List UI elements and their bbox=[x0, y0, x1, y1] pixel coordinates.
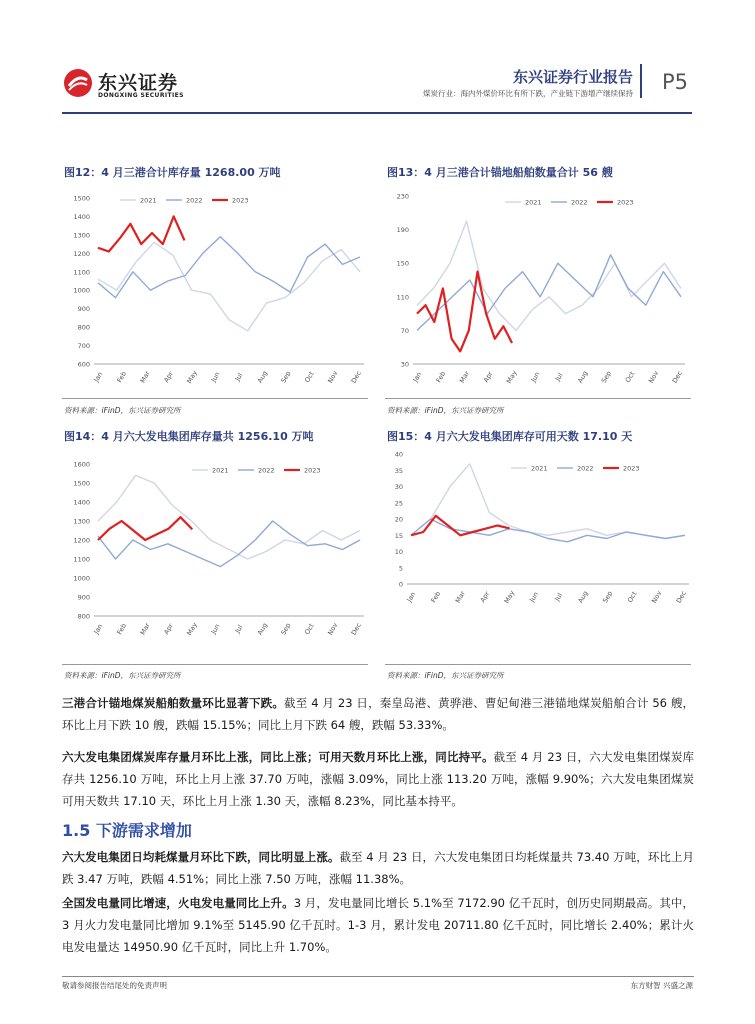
legend-label: 2021 bbox=[525, 198, 542, 207]
chart-14-source: 资料来源：iFinD，东兴证券研究所 bbox=[64, 671, 181, 680]
x-tick-label: Jan bbox=[405, 590, 418, 604]
footer-slogan: 东方财智 兴盛之源 bbox=[630, 981, 693, 990]
series-line-2021 bbox=[98, 242, 360, 330]
legend-label: 2021 bbox=[140, 196, 157, 205]
chart-13-source: 资料来源：iFinD，东兴证券研究所 bbox=[387, 406, 504, 415]
x-tick-label: Oct bbox=[303, 622, 316, 636]
y-tick-label: 35 bbox=[394, 466, 403, 475]
x-tick-label: Sep bbox=[279, 621, 293, 637]
y-tick-label: 1000 bbox=[73, 286, 90, 295]
x-tick-label: May bbox=[502, 589, 517, 605]
y-tick-label: 190 bbox=[396, 226, 409, 235]
y-tick-label: 10 bbox=[394, 548, 403, 556]
source-divider bbox=[62, 664, 368, 665]
y-tick-label: 20 bbox=[394, 515, 403, 524]
x-tick-label: Dec bbox=[349, 369, 363, 385]
x-tick-label: Mar bbox=[458, 369, 472, 385]
x-tick-label: Mar bbox=[138, 621, 152, 637]
x-tick-label: Aug bbox=[576, 589, 590, 605]
paragraph-anchorage: 三港合计锚地煤炭船舶数量环比显著下跌。截至 4 月 23 日，秦皇岛港、黄骅港、曹妃甸港三港锚地煤炭船舶合计 56 艘，环比上月下跌 10 艘，跌幅 15.15%；同比上月下跌 64 艘，跌幅 53.33%。 bbox=[62, 696, 694, 732]
y-tick-label: 600 bbox=[77, 360, 90, 369]
y-tick-label: 1100 bbox=[73, 555, 90, 564]
y-tick-label: 1200 bbox=[73, 249, 90, 258]
y-tick-label: 800 bbox=[77, 612, 90, 621]
x-tick-label: Jul bbox=[233, 623, 245, 635]
legend-label: 2021 bbox=[531, 464, 548, 473]
y-tick-label: 150 bbox=[396, 259, 409, 268]
legend-label: 2023 bbox=[623, 464, 640, 473]
y-tick-label: 110 bbox=[396, 293, 409, 302]
source-divider bbox=[62, 398, 368, 399]
x-tick-label: Oct bbox=[623, 370, 637, 384]
legend-label: 2023 bbox=[232, 196, 249, 205]
legend-label: 2022 bbox=[258, 466, 275, 475]
series-line-2021 bbox=[98, 475, 360, 559]
disclaimer-note: 敬请参阅报告结尾处的免责声明 bbox=[62, 981, 167, 990]
x-tick-label: Oct bbox=[625, 590, 639, 604]
x-tick-label: Oct bbox=[303, 370, 316, 384]
chart-12-source: 资料来源：iFinD，东兴证券研究所 bbox=[64, 406, 181, 415]
x-tick-label: Mar bbox=[453, 589, 467, 605]
x-tick-label: Jan bbox=[411, 370, 424, 384]
y-tick-label: 1300 bbox=[73, 517, 90, 526]
chart-15-source: 资料来源：iFinD，东兴证券研究所 bbox=[387, 671, 504, 680]
footer-rule bbox=[62, 976, 694, 977]
paragraph-inventory: 六大发电集团煤炭库存量月环比上涨，同比上涨；可用天数月环比上涨，同比持平。截至 4 月 23 日，六大发电集团煤炭库存共 1256.10 万吨，环比上月上涨 37.70 万吨，涨幅 3.09%，同比上涨 113.20 万吨，涨幅 9.90%；六大发电集团煤炭可用天数共 17.10 天，环比上月上涨 1.30 天，涨幅 8.23%，同比基本持平。 bbox=[62, 750, 694, 808]
x-tick-label: Jun bbox=[209, 370, 222, 384]
y-tick-label: 700 bbox=[77, 342, 90, 351]
legend-label: 2022 bbox=[577, 464, 594, 473]
x-tick-label: Jan bbox=[92, 622, 105, 636]
x-tick-label: Nov bbox=[646, 369, 661, 385]
header-rule bbox=[62, 112, 692, 114]
y-tick-label: 900 bbox=[77, 305, 90, 314]
x-tick-label: Feb bbox=[434, 370, 448, 384]
chart-13-title: 图13：4 月三港合计锚地船舶数量合计 56 艘 bbox=[387, 166, 613, 179]
x-tick-label: Feb bbox=[429, 590, 443, 604]
legend-label: 2022 bbox=[186, 196, 203, 205]
chart-15 bbox=[385, 448, 695, 658]
logo-text: 东兴证券 bbox=[98, 72, 179, 94]
y-tick-label: 15 bbox=[394, 531, 403, 540]
x-tick-label: Apr bbox=[481, 370, 495, 384]
x-tick-label: Feb bbox=[115, 622, 129, 636]
chart-14-title: 图14：4 月六大发电集团库存量共 1256.10 万吨 bbox=[64, 430, 314, 443]
y-tick-label: 5 bbox=[398, 564, 403, 573]
legend-label: 2022 bbox=[571, 198, 588, 207]
series-line-2022 bbox=[98, 521, 360, 567]
x-tick-label: Aug bbox=[255, 621, 270, 637]
chart-14 bbox=[62, 448, 372, 658]
x-tick-label: Jul bbox=[553, 371, 565, 383]
y-tick-label: 1100 bbox=[73, 268, 90, 277]
company-logo-icon bbox=[63, 68, 93, 98]
y-tick-label: 1400 bbox=[73, 212, 90, 221]
y-tick-label: 40 bbox=[394, 450, 403, 459]
x-tick-label: Apr bbox=[162, 370, 175, 384]
source-divider bbox=[385, 664, 691, 665]
x-tick-label: Jan bbox=[92, 370, 105, 384]
x-tick-label: Jul bbox=[233, 371, 245, 383]
x-tick-label: Apr bbox=[478, 590, 492, 604]
legend-label: 2023 bbox=[304, 466, 321, 475]
paragraph-power: 全国发电量同比增速，火电发电量同比上升。3 月，发电量同比增长 5.1%至 7172.90 亿千瓦时，创历史同期最高。其中，3 月火力发电量同比增加 9.1%至 5145.90 亿千瓦时。1-3 月，累计发电 20711.80 亿千瓦时，同比增长 2.40%；累计火电发电量达 14950.90 亿千瓦时，同比上升 1.70%。 bbox=[62, 896, 694, 954]
y-tick-label: 1000 bbox=[73, 574, 90, 583]
page-number: P5 bbox=[662, 70, 689, 94]
y-tick-label: 1400 bbox=[73, 498, 90, 507]
x-tick-label: Jun bbox=[527, 590, 540, 604]
y-tick-label: 1500 bbox=[73, 194, 90, 203]
report-subtitle: 煤炭行业：海内外煤价环比有所下跌，产业链下游增产继续保持 bbox=[423, 89, 633, 98]
series-line-2022 bbox=[411, 519, 685, 542]
chart-12 bbox=[62, 184, 372, 394]
series-line-2023 bbox=[98, 517, 192, 540]
chart-13 bbox=[385, 184, 695, 394]
y-tick-label: 230 bbox=[396, 192, 409, 201]
y-tick-label: 30 bbox=[400, 360, 409, 369]
legend-label: 2023 bbox=[617, 198, 634, 207]
x-tick-label: May bbox=[504, 369, 519, 385]
x-tick-label: Nov bbox=[326, 369, 340, 385]
x-tick-label: Aug bbox=[576, 369, 590, 385]
chart-15-title: 图15：4 月六大发电集团库存可用天数 17.10 天 bbox=[387, 430, 633, 443]
x-tick-label: Sep bbox=[599, 369, 613, 385]
y-tick-label: 800 bbox=[77, 323, 90, 332]
section-heading: 1.5 下游需求增加 bbox=[62, 821, 192, 840]
x-tick-label: Jun bbox=[209, 622, 222, 636]
x-tick-label: Jul bbox=[553, 591, 564, 603]
legend-label: 2021 bbox=[212, 466, 229, 475]
y-tick-label: 1500 bbox=[73, 479, 90, 488]
x-tick-label: Aug bbox=[255, 369, 270, 385]
y-tick-label: 70 bbox=[400, 326, 409, 335]
y-tick-label: 25 bbox=[394, 499, 403, 508]
logo-subtext: DONGXING SECURITIES bbox=[98, 92, 184, 99]
series-line-2021 bbox=[417, 221, 681, 330]
x-tick-label: Apr bbox=[162, 622, 175, 636]
x-tick-label: Nov bbox=[326, 621, 340, 637]
x-tick-label: May bbox=[185, 621, 199, 637]
paragraph-consumption: 六大发电集团日均耗煤量月环比下跌，同比明显上涨。截至 4 月 23 日，六大发电集团日均耗煤量共 73.40 万吨，环比上月跌 3.47 万吨，跌幅 4.51%；同比上涨 7.50 万吨，涨幅 11.38%。 bbox=[62, 850, 694, 886]
source-divider bbox=[385, 398, 691, 399]
series-line-2022 bbox=[98, 237, 360, 298]
x-tick-label: Sep bbox=[279, 369, 293, 385]
y-tick-label: 0 bbox=[398, 580, 403, 589]
series-line-2023 bbox=[411, 516, 510, 536]
x-tick-label: Jun bbox=[529, 370, 542, 384]
header-divider bbox=[640, 64, 642, 98]
y-tick-label: 30 bbox=[394, 483, 403, 491]
x-tick-label: Sep bbox=[601, 589, 615, 605]
series-line-2022 bbox=[417, 255, 681, 331]
series-line-2021 bbox=[411, 464, 685, 539]
report-title: 东兴证券行业报告 bbox=[512, 68, 633, 86]
chart-12-title: 图12：4 月三港合计库存量 1268.00 万吨 bbox=[64, 166, 281, 179]
x-tick-label: Dec bbox=[670, 369, 684, 385]
y-tick-label: 1300 bbox=[73, 231, 90, 240]
series-line-2023 bbox=[98, 216, 185, 251]
x-tick-label: Nov bbox=[650, 589, 664, 605]
x-tick-label: Feb bbox=[115, 370, 129, 384]
x-tick-label: May bbox=[185, 369, 199, 385]
y-tick-label: 900 bbox=[77, 593, 90, 602]
x-tick-label: Dec bbox=[674, 589, 688, 605]
y-tick-label: 1200 bbox=[73, 536, 90, 545]
x-tick-label: Dec bbox=[349, 621, 363, 637]
x-tick-label: Mar bbox=[138, 369, 152, 385]
y-tick-label: 1600 bbox=[73, 460, 90, 469]
